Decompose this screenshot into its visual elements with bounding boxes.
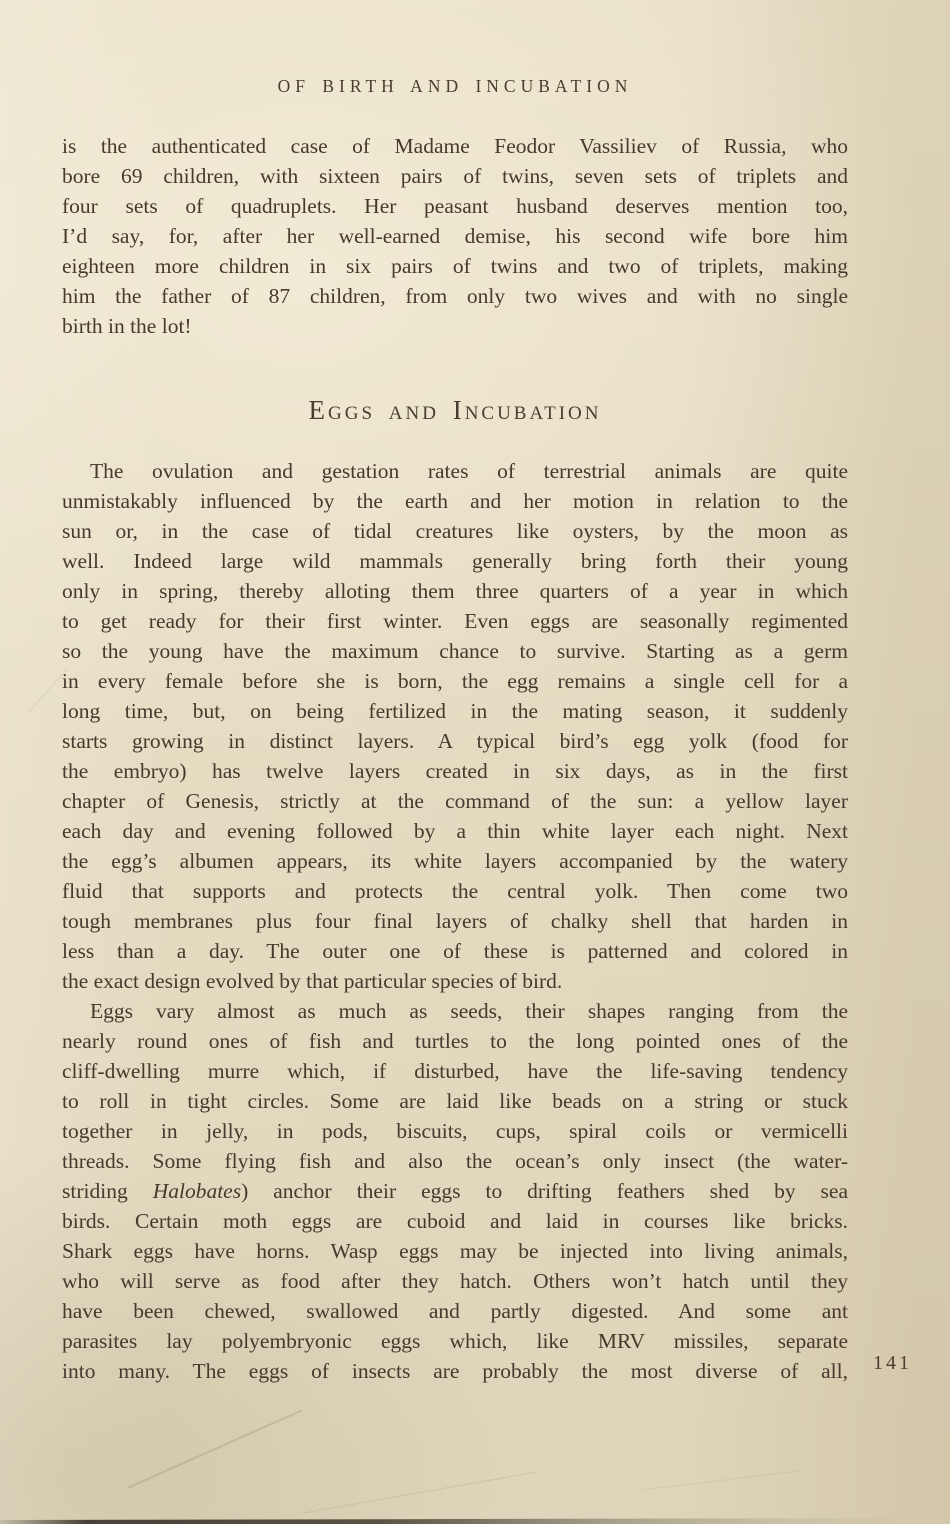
text-line: sun or, in the case of tidal creatures like oysters, by the moon as — [62, 519, 848, 543]
text-line: long time, but, on being fertilized in the mating season, it suddenly — [62, 699, 848, 723]
text-line: into many. The eggs of insects are probably the most diverse of all, — [62, 1359, 848, 1383]
paper-scratch — [302, 1471, 539, 1514]
text-line: well. Indeed large wild mammals generally bring forth their young — [62, 549, 848, 573]
paper-scratch — [641, 1470, 800, 1490]
text-line: in every female before she is born, the egg remains a single cell for a — [62, 669, 848, 693]
running-head: OF BIRTH AND INCUBATION — [277, 76, 633, 96]
text-line: threads. Some flying fish and also the ocean’s only insect (the water- — [62, 1149, 848, 1173]
text-line: parasites lay polyembryonic eggs which, like MRV missiles, separate — [62, 1329, 848, 1353]
text-line: only in spring, thereby alloting them three quarters of a year in which — [62, 579, 848, 603]
text-line: birth in the lot! — [62, 314, 192, 338]
paragraph-eggs-variety — [62, 996, 848, 1386]
text-block — [62, 131, 848, 1386]
text-line: each day and evening followed by a thin white layer each night. Next — [62, 819, 848, 843]
page-bottom-edge-shadow — [0, 1518, 950, 1524]
text-line: I’d say, for, after her well-earned demise, his second wife bore him — [62, 224, 848, 248]
text-line: so the young have the maximum chance to survive. Starting as a germ — [62, 639, 848, 663]
text-line: have been chewed, swallowed and partly digested. And some ant — [62, 1299, 848, 1323]
text-line: together in jelly, in pods, biscuits, cups, spiral coils or vermicelli — [62, 1119, 848, 1143]
text-line: four sets of quadruplets. Her peasant husband deserves mention too, — [62, 194, 848, 218]
paragraph-birth-continuation — [62, 131, 848, 341]
text-line: bore 69 children, with sixteen pairs of twins, seven sets of triplets and — [62, 164, 848, 188]
page-number: 141 — [873, 1352, 912, 1374]
section-heading: Eggs and Incubation — [308, 395, 602, 425]
text-line: unmistakably influenced by the earth and her motion in relation to the — [62, 489, 848, 513]
text-line: Shark eggs have horns. Wasp eggs may be injected into living animals, — [62, 1239, 848, 1263]
text-line: the exact design evolved by that particular species of bird. — [62, 969, 563, 993]
text-line: is the authenticated case of Madame Feodor Vassiliev of Russia, who — [62, 134, 848, 158]
text-line: tough membranes plus four final layers of chalky shell that harden in — [62, 909, 848, 933]
text-line: fluid that supports and protects the central yolk. Then come two — [62, 879, 848, 903]
text-line: starts growing in distinct layers. A typical bird’s egg yolk (food for — [62, 729, 848, 753]
text-line: less than a day. The outer one of these is patterned and colored in — [62, 939, 848, 963]
text-line: birds. Certain moth eggs are cuboid and laid in courses like bricks. — [62, 1209, 848, 1233]
text-line: who will serve as food after they hatch. Others won’t hatch until they — [62, 1269, 848, 1293]
text-line: nearly round ones of fish and turtles to the long pointed ones of the — [62, 1029, 848, 1053]
text-line: him the father of 87 children, from only two wives and with no single — [62, 284, 848, 308]
text-line: The ovulation and gestation rates of terrestrial animals are quite — [90, 459, 848, 483]
paper-scratch — [128, 1409, 302, 1488]
text-line: cliff-dwelling murre which, if disturbed, have the life-saving tendency — [62, 1059, 848, 1083]
text-line: to get ready for their first winter. Even eggs are seasonally regimented — [62, 609, 848, 633]
text-line: Eggs vary almost as much as seeds, their shapes ranging from the — [90, 999, 848, 1023]
text-line: the embryo) has twelve layers created in six days, as in the first — [62, 759, 848, 783]
text-line: eighteen more children in six pairs of twins and two of triplets, making — [62, 254, 848, 278]
paragraph-ovulation-gestation — [62, 456, 848, 996]
text-line: the egg’s albumen appears, its white layers accompanied by the watery — [62, 849, 848, 873]
text-line: striding Halobates) anchor their eggs to drifting feathers shed by sea — [62, 1179, 848, 1203]
text-line: chapter of Genesis, strictly at the command of the sun: a yellow layer — [62, 789, 848, 813]
text-line: to roll in tight circles. Some are laid like beads on a string or stuck — [62, 1089, 848, 1113]
